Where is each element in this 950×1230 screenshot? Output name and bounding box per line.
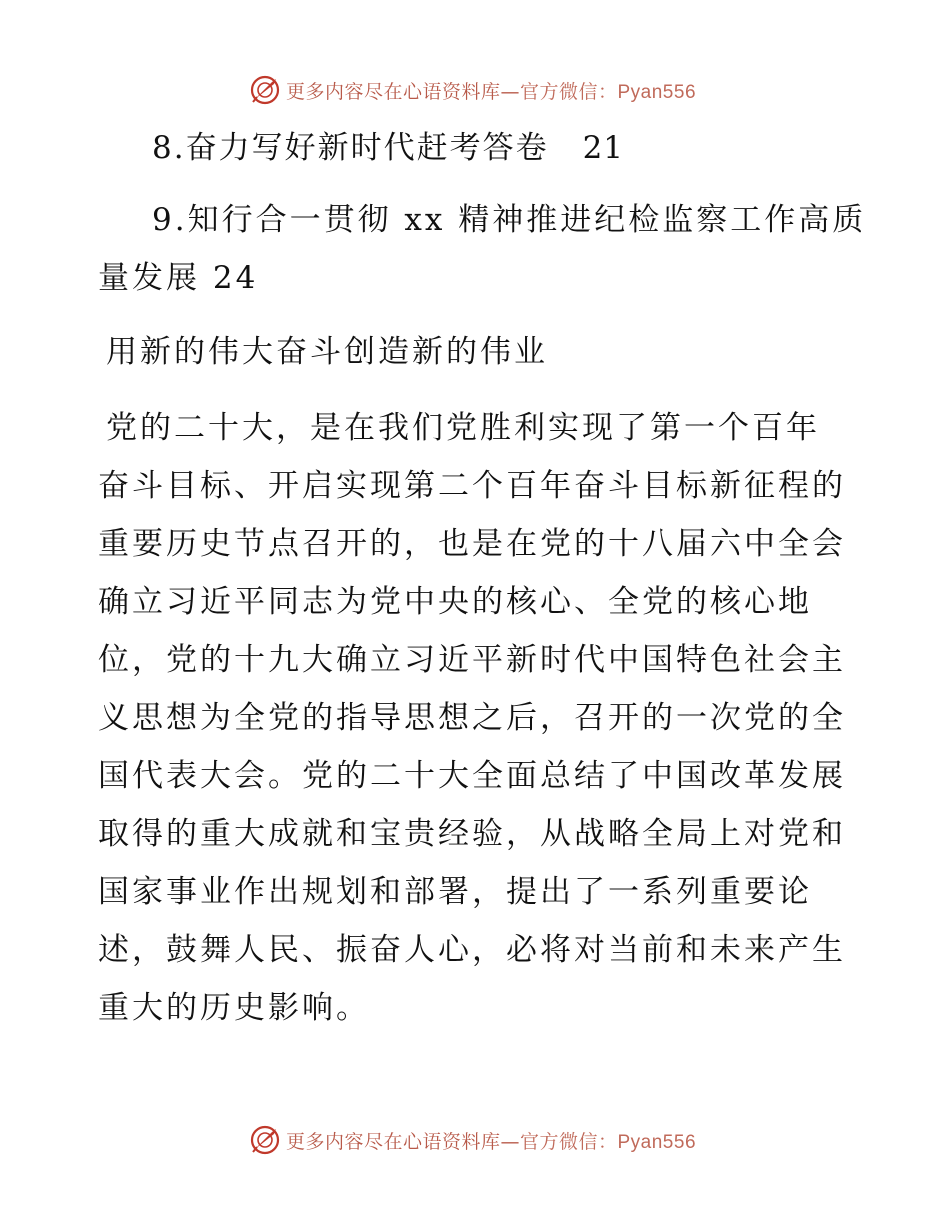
article-line: 国家事业作出规划和部署，提出了一系列重要论 (98, 874, 812, 910)
toc-item-8-page: 21 (582, 130, 625, 166)
header-dash: — (500, 80, 520, 103)
toc-item-9-line2: 量发展 24 (98, 260, 259, 296)
footer-wechat-label: 官方微信： (519, 1130, 618, 1153)
toc-item-8 (152, 128, 624, 168)
article-line: 义思想为全党的指导思想之后，召开的一次党的全 (98, 700, 846, 736)
article-line: 党的二十大，是在我们党胜利实现了第一个百年 (106, 410, 820, 446)
footer-banner (0, 1120, 950, 1160)
article-line: 重大的历史影响。 (98, 990, 370, 1026)
header-wechat-label: 官方微信： (519, 80, 618, 103)
header-brand: 更多内容尽在心语资料库 (285, 80, 501, 103)
logo-icon (248, 1123, 282, 1157)
article-line: 国代表大会。党的二十大全面总结了中国改革发展 (98, 758, 846, 794)
toc-item-9-line1: 9.知行合一贯彻 xx 精神推进纪检监察工作高质 (152, 202, 867, 238)
article-line: 述，鼓舞人民、振奋人心，必将对当前和未来产生 (98, 932, 846, 968)
footer-dash: — (500, 1130, 520, 1153)
article-line: 奋斗目标、开启实现第二个百年奋斗目标新征程的 (98, 468, 846, 504)
article-line: 确立习近平同志为党中央的核心、全党的核心地 (98, 584, 812, 620)
toc-item-8-title: 8.奋力写好新时代赶考答卷 (152, 130, 549, 166)
article-line: 重要历史节点召开的，也是在党的十八届六中全会 (98, 526, 846, 562)
header-banner (0, 70, 950, 110)
logo-icon (248, 73, 282, 107)
footer-brand: 更多内容尽在心语资料库 (285, 1130, 501, 1153)
article-line: 取得的重大成就和宝贵经验，从战略全局上对党和 (98, 816, 846, 852)
article-title: 用新的伟大奋斗创造新的伟业 (106, 334, 548, 370)
header-wechat-id: Pyan556 (617, 81, 697, 103)
footer-wechat-id: Pyan556 (617, 1131, 697, 1153)
article-line: 位，党的十九大确立习近平新时代中国特色社会主 (98, 642, 846, 678)
